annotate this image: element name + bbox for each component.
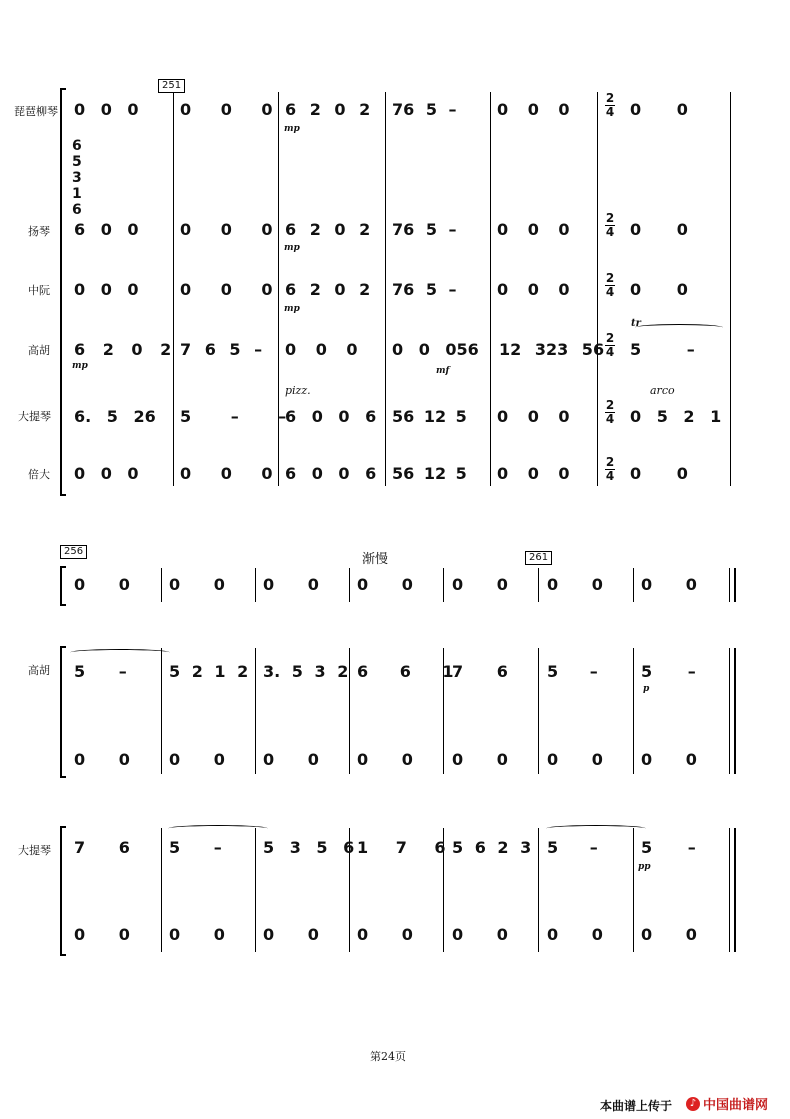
barline	[633, 828, 634, 952]
bottom-m1: 0 0	[74, 925, 130, 944]
barline	[349, 568, 350, 602]
time-signature: 2 4	[605, 331, 615, 359]
upload-text: 本曲谱上传于	[600, 1099, 673, 1113]
system-1-brace	[60, 88, 66, 496]
dynamic-mp: mp	[284, 304, 300, 314]
pipa-m6: 0 0	[630, 100, 688, 119]
barline	[597, 92, 598, 486]
zhongruan-m2: 0 0 0	[180, 280, 273, 299]
brace-top	[60, 566, 66, 606]
cello-m3: 6 0 0 6	[285, 407, 377, 426]
gaohu2-m6: 5 –	[547, 662, 598, 681]
final-barline-thick	[734, 828, 736, 952]
cello2-m7: 5 –	[641, 838, 696, 857]
cello2-m2: 5 –	[169, 838, 222, 857]
gaohu2-m3: 3. 5 3 2	[263, 662, 349, 681]
cello2-m4: 1 7 6	[357, 838, 446, 857]
top-m1: 0 0	[74, 575, 130, 594]
top-m4: 0 0	[357, 575, 413, 594]
gaohu2-m7: 5 –	[641, 662, 696, 681]
gaohu-m4: 0 0 056	[392, 340, 479, 359]
tie	[70, 649, 170, 656]
trill-mark: tr	[631, 318, 641, 329]
barline	[255, 828, 256, 952]
mid-m1: 0 0	[74, 750, 130, 769]
bottom-m7: 0 0	[641, 925, 697, 944]
barline	[443, 568, 444, 602]
final-barline-thin	[729, 828, 730, 952]
barline	[349, 648, 350, 774]
pipa-m4: 76 5 –	[392, 100, 457, 119]
bass-m1: 0 0 0	[74, 464, 139, 483]
bass-m6: 0 0	[630, 464, 688, 483]
gaohu-m5: 12 323 56	[499, 340, 605, 359]
final-barline-thin	[729, 648, 730, 774]
zhongruan-m1: 0 0 0	[74, 280, 139, 299]
top-m7: 0 0	[641, 575, 697, 594]
yangqin-m5: 0 0 0	[497, 220, 570, 239]
dynamic-pp: pp	[638, 862, 651, 872]
gaohu-m6: 5 –	[630, 340, 695, 359]
label-gaohu-2: 高胡	[28, 664, 50, 677]
final-barline-thick	[734, 648, 736, 774]
mid-m3: 0 0	[263, 750, 319, 769]
label-pipa: 琵琶柳琴	[14, 105, 58, 118]
bass-m2: 0 0 0	[180, 464, 273, 483]
barline	[161, 568, 162, 602]
label-cello-2: 大提琴	[18, 844, 51, 857]
gaohu-m1: 6 2 0 2	[74, 340, 172, 359]
dynamic-mp: mp	[284, 124, 300, 134]
bottom-m5: 0 0	[452, 925, 508, 944]
time-signature: 2 4	[605, 91, 615, 119]
zhongruan-m4: 76 5 –	[392, 280, 457, 299]
label-zhongruan: 中阮	[28, 284, 50, 297]
yangqin-m2: 0 0 0	[180, 220, 273, 239]
gaohu2-m5: 7 6	[452, 662, 508, 681]
pizz-mark: pizz.	[285, 384, 311, 397]
top-m5: 0 0	[452, 575, 508, 594]
barline	[730, 92, 731, 486]
gaohu2-m4: 6 6 1	[357, 662, 454, 681]
top-m6: 0 0	[547, 575, 603, 594]
yangqin-m4: 76 5 –	[392, 220, 457, 239]
cello-m1: 6. 5 26	[74, 407, 156, 426]
bottom-m6: 0 0	[547, 925, 603, 944]
cello-m5: 0 0 0	[497, 407, 570, 426]
barline	[385, 92, 386, 486]
dynamic-mf: mf	[436, 366, 450, 376]
barline	[278, 92, 279, 486]
pipa-m5: 0 0 0	[497, 100, 570, 119]
barline	[490, 92, 491, 486]
brace-gaohu	[60, 646, 66, 778]
mid-m4: 0 0	[357, 750, 413, 769]
cello-m6: 0 5 2 1	[630, 407, 722, 426]
barline	[633, 648, 634, 774]
cello-m2: 5 – –	[180, 407, 287, 426]
cello2-m5: 5 6 2 3	[452, 838, 532, 857]
bottom-m4: 0 0	[357, 925, 413, 944]
top-m3: 0 0	[263, 575, 319, 594]
cello2-m6: 5 –	[547, 838, 598, 857]
brace-cello	[60, 826, 66, 956]
barline	[633, 568, 634, 602]
label-bass: 倍大	[28, 468, 50, 481]
final-barline-thick	[734, 568, 736, 602]
barline	[538, 568, 539, 602]
mid-m7: 0 0	[641, 750, 697, 769]
gaohu-m3: 0 0 0	[285, 340, 358, 359]
bottom-m2: 0 0	[169, 925, 225, 944]
time-signature: 2 4	[605, 455, 615, 483]
trill-slur	[635, 324, 723, 331]
barline	[173, 92, 174, 486]
logo-text: 中国曲谱网	[703, 1098, 769, 1113]
barline	[255, 568, 256, 602]
site-logo[interactable]	[686, 1094, 768, 1113]
dynamic-mp: mp	[284, 243, 300, 253]
tie	[546, 825, 646, 832]
measure-number-256: 256	[60, 545, 87, 559]
final-barline-thin	[729, 568, 730, 602]
time-signature: 2 4	[605, 211, 615, 239]
barline	[161, 828, 162, 952]
mid-m6: 0 0	[547, 750, 603, 769]
yangqin-m1: 6 0 0	[74, 220, 139, 239]
bass-m5: 0 0 0	[497, 464, 570, 483]
label-yangqin: 扬琴	[28, 225, 50, 238]
zhongruan-m6: 0 0	[630, 280, 688, 299]
tie	[168, 825, 268, 832]
label-cello: 大提琴	[18, 410, 51, 423]
logo-icon: ♪	[686, 1097, 700, 1111]
zhongruan-m5: 0 0 0	[497, 280, 570, 299]
bass-m3: 6 0 0 6	[285, 464, 377, 483]
time-signature: 2 4	[605, 398, 615, 426]
arpeggio-chord: 6 5 3 1 6	[72, 138, 82, 218]
pipa-m1: 0 0 0	[74, 100, 139, 119]
time-signature: 2 4	[605, 271, 615, 299]
barline	[161, 648, 162, 774]
cello2-m3: 5 3 5 6	[263, 838, 355, 857]
tempo-marking: 渐慢	[362, 552, 389, 567]
cello-m4: 56 12 5	[392, 407, 467, 426]
pipa-m3: 6 2 0 2	[285, 100, 371, 119]
arco-mark: arco	[650, 384, 675, 397]
bottom-m3: 0 0	[263, 925, 319, 944]
gaohu2-m2: 5 2 1 2	[169, 662, 249, 681]
barline	[255, 648, 256, 774]
yangqin-m3: 6 2 0 2	[285, 220, 371, 239]
cello2-m1: 7 6	[74, 838, 130, 857]
label-gaohu: 高胡	[28, 344, 50, 357]
measure-number-251: 251	[158, 79, 185, 93]
mid-m2: 0 0	[169, 750, 225, 769]
pipa-m2: 0 0 0	[180, 100, 273, 119]
page-number: 第24页	[370, 1050, 406, 1063]
barline	[538, 648, 539, 774]
bass-m4: 56 12 5	[392, 464, 467, 483]
zhongruan-m3: 6 2 0 2	[285, 280, 371, 299]
dynamic-p: p	[643, 684, 650, 694]
measure-number-261: 261	[525, 551, 552, 565]
mid-m5: 0 0	[452, 750, 508, 769]
gaohu-m2: 7 6 5 –	[180, 340, 263, 359]
top-m2: 0 0	[169, 575, 225, 594]
barline	[538, 828, 539, 952]
dynamic-mp: mp	[72, 361, 88, 371]
gaohu2-m1: 5 –	[74, 662, 127, 681]
yangqin-m6: 0 0	[630, 220, 688, 239]
